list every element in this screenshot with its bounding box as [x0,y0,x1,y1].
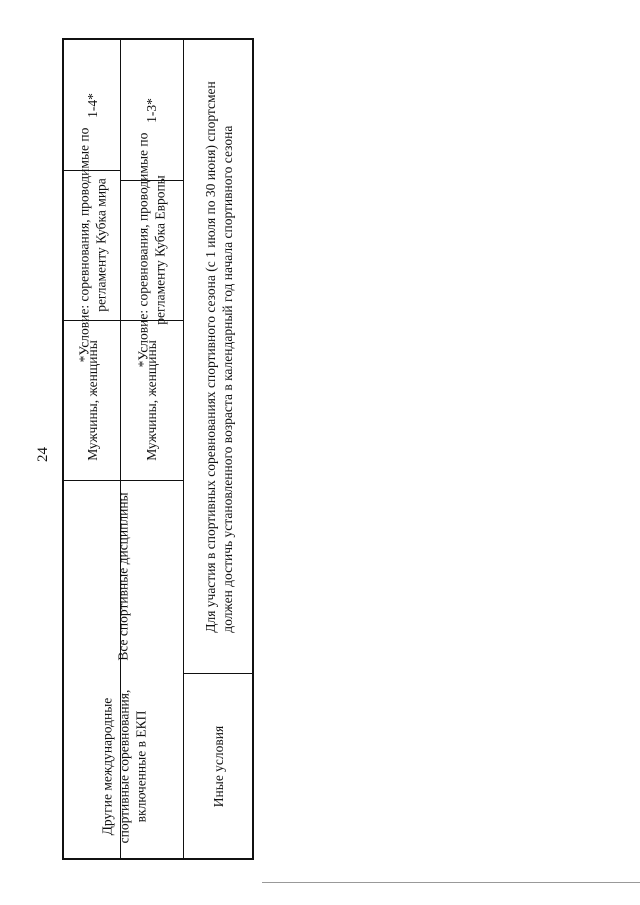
condition-cell-world-cup: *Условие: соревнования, проводимые по регламенту Кубка мира [76,127,109,363]
places-cell-world-cup: 1-4* [84,92,100,118]
condition-cell-europe-cup: *Условие: соревнования, проводимые по регламенту Кубка Европы [135,132,168,368]
gender-cell-2: Мужчины, женщины [144,339,160,461]
other-conditions-label: Иные условия [211,725,227,808]
places-cell-europe-cup: 1-3* [144,97,159,123]
discipline-cell: Все спортивные дисциплины [116,492,131,661]
page-number: 24 [34,446,51,462]
gender-cell-1: Мужчины, женщины [84,339,100,461]
scan-edge-line [262,882,640,883]
requirements-table [62,38,254,860]
competition-cell: Другие международные спортивные соревнования, включенные в ЕКП [99,689,149,844]
other-conditions-text: Для участия в спортивных соревнованиях спортивного сезона (с 1 июля по 30 июня) спортсмен должен достичь установленного возраста в календарный год начала спортивного сезона [202,80,235,633]
